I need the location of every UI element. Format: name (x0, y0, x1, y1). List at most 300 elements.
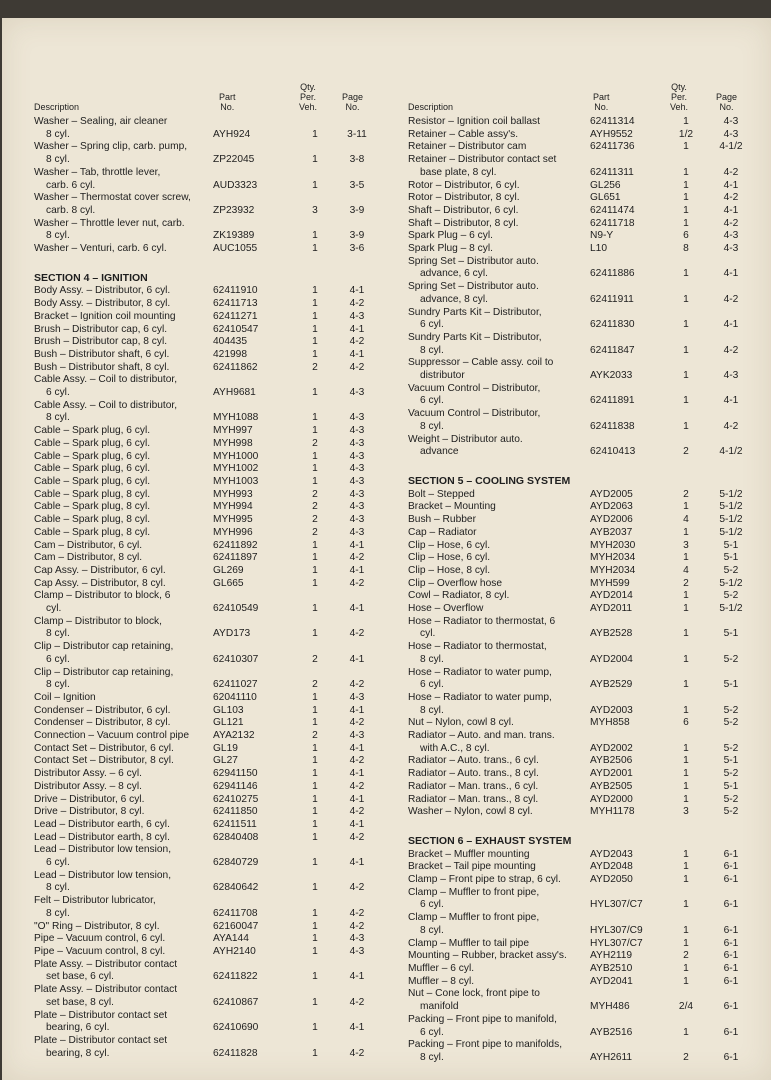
parts-row (408, 950, 748, 963)
part-description: Spring Set – Distributor auto. advance, 8 cyl. (408, 281, 588, 306)
parts-row (408, 603, 748, 616)
header-description: Description (408, 102, 454, 112)
qty-per-vehicle: 1 (312, 128, 318, 140)
page-number: 4-2 (723, 166, 739, 178)
part-description: Retainer – Distributor cam (408, 141, 527, 153)
part-number: MYH486 (590, 1001, 630, 1013)
part-number: MYH2034 (590, 552, 636, 564)
page-number: 6-1 (723, 848, 739, 860)
qty-per-vehicle: 2 (312, 526, 318, 538)
page-number: 4-3 (723, 230, 739, 242)
part-number: GL256 (590, 179, 621, 191)
qty-per-vehicle: 1 (683, 501, 689, 513)
part-description-cont: 8 cyl. (420, 924, 444, 936)
page-number: 4-3 (723, 370, 739, 382)
part-description: Mounting – Rubber, bracket assy's. (408, 950, 567, 962)
page-number: 4-3 (349, 475, 365, 487)
part-number: 62410549 (213, 603, 259, 614)
parts-row (34, 425, 374, 438)
part-number: AYH2611 (590, 1051, 633, 1063)
parts-row (408, 768, 748, 781)
part-description: Clamp – Distributor to block, 6 cyl. (34, 590, 209, 615)
parts-row (408, 887, 748, 912)
qty-per-vehicle: 1 (312, 179, 318, 191)
part-description: "O" Ring – Distributor, 8 cyl. (34, 920, 160, 932)
part-number: MYH1002 (213, 463, 259, 475)
part-description-cont: 6 cyl. (46, 387, 70, 399)
part-description: Cam – Distributor, 6 cyl. (34, 539, 143, 551)
qty-per-vehicle: 1 (312, 768, 318, 780)
qty-per-vehicle: 1 (312, 539, 318, 551)
part-number: AYB2510 (590, 963, 633, 974)
qty-per-vehicle: 1 (683, 924, 689, 936)
part-description: Hose – Radiator to thermostat, 8 cyl. (408, 641, 588, 666)
parts-row (34, 578, 374, 591)
qty-per-vehicle: 1 (683, 861, 689, 873)
part-description: Cable – Spark plug, 8 cyl. (34, 501, 151, 513)
page-number: 3-6 (349, 243, 365, 255)
parts-row (34, 641, 374, 666)
page-number: 5-1 (723, 628, 739, 640)
qty-per-vehicle: 1 (683, 141, 689, 153)
part-number: 62411891 (590, 395, 635, 407)
part-description: Bolt – Stepped (408, 488, 475, 500)
part-description: Washer – Spring clip, carb. pump, 8 cyl. (34, 141, 209, 166)
parts-row (34, 705, 374, 718)
qty-per-vehicle: 1 (683, 899, 689, 911)
parts-row (408, 976, 748, 989)
parts-row (34, 116, 374, 141)
page-number: 4-3 (349, 488, 365, 500)
parts-row (34, 755, 374, 768)
part-number: MYH599 (590, 577, 630, 589)
qty-per-vehicle: 1 (683, 395, 689, 407)
page-number: 6-1 (723, 1026, 739, 1038)
part-description: Cam – Distributor, 8 cyl. (34, 552, 143, 564)
qty-per-vehicle: 3 (312, 204, 318, 216)
qty-per-vehicle: 1 (312, 412, 318, 424)
section-heading: SECTION 6 – EXHAUST SYSTEM (408, 834, 572, 847)
qty-per-vehicle: 2 (312, 437, 318, 449)
qty-per-vehicle: 1 (312, 793, 318, 805)
part-number: AYD2005 (590, 488, 633, 500)
part-number: ZP22045 (213, 154, 255, 166)
part-description: Washer – Tab, throttle lever, carb. 6 cyl. (34, 167, 209, 192)
parts-row (34, 514, 374, 527)
parts-row (408, 861, 748, 874)
page-number: 4-2 (349, 717, 365, 729)
parts-row (408, 540, 748, 553)
parts-row (34, 501, 374, 514)
part-number: GL651 (590, 192, 621, 204)
page-number: 4-1 (349, 539, 365, 551)
parts-row (408, 116, 748, 129)
part-number: AUC1055 (213, 243, 258, 255)
page-number: 4-3 (349, 463, 365, 475)
parts-row (34, 667, 374, 692)
parts-row (34, 167, 374, 192)
page-number: 4-2 (349, 361, 365, 373)
part-number: AYD2043 (590, 848, 633, 860)
page-number: 4-3 (723, 116, 739, 127)
part-description: Cable – Spark plug, 8 cyl. (34, 514, 151, 526)
page-number: 4-3 (349, 514, 365, 526)
page-number: 5-1/2 (719, 526, 743, 538)
part-description-cont: distributor (420, 370, 465, 382)
part-number: N9-Y (590, 230, 614, 242)
part-description: Sundry Parts Kit – Distributor, 8 cyl. (408, 332, 588, 357)
part-description: Radiator – Auto. trans., 8 cyl. (408, 768, 539, 780)
page-number: 5-2 (723, 590, 739, 602)
part-description: Body Assy. – Distributor, 8 cyl. (34, 298, 171, 310)
parts-row (408, 408, 748, 433)
page-number: 4-2 (723, 293, 739, 305)
qty-per-vehicle: 1 (312, 971, 318, 983)
part-description: Pipe – Vacuum control, 6 cyl. (34, 933, 166, 945)
qty-per-vehicle: 1 (312, 564, 318, 576)
part-description: Cable – Spark plug, 8 cyl. (34, 488, 151, 500)
qty-per-vehicle: 1 (312, 920, 318, 932)
parts-row (408, 794, 748, 807)
parts-row (408, 129, 748, 142)
part-number: AYD2063 (590, 501, 633, 513)
qty-per-vehicle: 1 (683, 370, 689, 382)
qty-per-vehicle: 2 (312, 730, 318, 742)
header-part-no: Part No. (593, 92, 610, 112)
parts-row (408, 434, 748, 459)
page-number: 4-3 (349, 933, 365, 945)
part-description-cont: 6 cyl. (420, 679, 444, 691)
part-description-cont: 8 cyl. (46, 907, 70, 919)
parts-row (34, 476, 374, 489)
part-number: HYL307/C9 (590, 924, 643, 936)
part-number: MYH994 (213, 501, 253, 513)
page-number: 6-1 (723, 1051, 739, 1063)
part-description: Plate – Distributor contact set bearing, 8 cyl. (34, 1035, 209, 1060)
parts-row (34, 463, 374, 476)
part-description: Clamp – Distributor to block, 8 cyl. (34, 616, 209, 641)
page-number: 5-1/2 (719, 514, 743, 526)
parts-row (408, 781, 748, 794)
qty-per-vehicle: 1 (312, 946, 318, 957)
qty-per-vehicle: 2 (312, 679, 318, 691)
parts-row (408, 692, 748, 717)
page-number: 4-2 (349, 907, 365, 919)
part-number: GL103 (213, 704, 244, 716)
qty-per-vehicle: 1 (683, 937, 689, 949)
part-description-cont: carb. 6 cyl. (46, 179, 96, 191)
part-number: AYD2014 (590, 590, 633, 602)
section-heading: SECTION 5 – COOLING SYSTEM (408, 474, 571, 487)
qty-per-vehicle: 3 (683, 806, 689, 818)
part-description: Felt – Distributor lubricator, 8 cyl. (34, 895, 209, 920)
parts-row (408, 501, 748, 514)
page-number: 3-9 (349, 204, 365, 216)
parts-row (408, 590, 748, 603)
qty-per-vehicle: 4 (683, 564, 689, 576)
part-description: Contact Set – Distributor, 8 cyl. (34, 755, 174, 767)
part-number: 62411511 (213, 818, 257, 830)
part-description: Cable Assy. – Coil to distributor, 8 cyl. (34, 400, 209, 425)
page-number: 4-2 (349, 755, 365, 767)
part-description: Plate – Distributor contact set bearing, 6 cyl. (34, 1010, 209, 1035)
part-number: 62411718 (590, 217, 635, 229)
part-description-cont: set base, 6 cyl. (46, 971, 114, 983)
parts-row (408, 1014, 748, 1039)
parts-row (408, 667, 748, 692)
page-number: 4-1 (349, 704, 365, 716)
parts-row (408, 141, 748, 154)
part-number: AUD3323 (213, 179, 258, 191)
part-description: Brush – Distributor cap, 8 cyl. (34, 336, 168, 348)
parts-row (34, 285, 374, 298)
part-number: 62411850 (213, 806, 258, 818)
part-number: 62840408 (213, 831, 259, 843)
part-number: 62411822 (213, 971, 258, 983)
page-number: 6-1 (723, 899, 739, 911)
part-description: Spring Set – Distributor auto. advance, 6 cyl. (408, 256, 588, 281)
qty-per-vehicle: 1 (312, 1047, 318, 1059)
qty-per-vehicle: 4 (683, 514, 689, 526)
part-number: AYD173 (213, 628, 251, 640)
page-number: 5-2 (723, 704, 739, 716)
part-number: 62411911 (590, 293, 634, 305)
part-number: 62840642 (213, 882, 259, 894)
part-number: 62410307 (213, 653, 259, 665)
part-description-cont: 8 cyl. (420, 704, 444, 716)
section-heading: SECTION 4 – IGNITION (34, 271, 148, 284)
page-number: 4-1 (349, 818, 365, 830)
parts-row (408, 938, 748, 951)
part-number: 62411708 (213, 907, 258, 919)
parts-row (34, 946, 374, 959)
parts-row (34, 743, 374, 756)
qty-per-vehicle: 2 (683, 950, 689, 962)
page-number: 4-3 (349, 526, 365, 538)
qty-per-vehicle: 2 (683, 577, 689, 589)
part-number: MYH2030 (590, 539, 636, 551)
part-number: 62411311 (590, 166, 634, 178)
qty-per-vehicle: 1 (312, 628, 318, 640)
column-header (34, 68, 374, 116)
part-description: Cable – Spark plug, 8 cyl. (34, 526, 151, 538)
parts-row (34, 540, 374, 553)
part-number: MYH858 (590, 717, 630, 729)
parts-row (34, 933, 374, 946)
qty-per-vehicle: 1 (683, 653, 689, 665)
part-description: Clip – Hose, 6 cyl. (408, 552, 491, 564)
part-number: 62411862 (213, 361, 258, 373)
qty-per-vehicle: 1 (312, 425, 318, 437)
part-number: GL665 (213, 577, 244, 589)
page-number: 3-8 (349, 154, 365, 166)
qty-per-vehicle: 1 (683, 590, 689, 602)
part-description-cont: advance, 6 cyl. (420, 268, 488, 280)
parts-row (408, 730, 748, 755)
part-description-cont: 6 cyl. (46, 857, 70, 869)
part-description: Hose – Radiator to water pump, 6 cyl. (408, 667, 588, 692)
parts-row (408, 565, 748, 578)
qty-per-vehicle: 1 (683, 192, 689, 204)
part-description-cont: advance (420, 446, 459, 458)
parts-row (408, 383, 748, 408)
qty-per-vehicle: 1 (683, 679, 689, 691)
part-description: Condenser – Distributor, 8 cyl. (34, 717, 171, 729)
page-number: 4-2 (349, 806, 365, 818)
qty-per-vehicle: 1 (683, 268, 689, 280)
left-column (34, 68, 374, 1060)
part-number: AYD2001 (590, 768, 633, 780)
part-description: Bush – Distributor shaft, 8 cyl. (34, 361, 170, 373)
part-number: AYD2003 (590, 704, 633, 716)
part-number: 62411892 (213, 539, 258, 551)
parts-row (34, 832, 374, 845)
part-description-cont: base plate, 8 cyl. (420, 166, 497, 178)
part-description: Rotor – Distributor, 8 cyl. (408, 192, 520, 204)
page-number: 5-2 (723, 653, 739, 665)
qty-per-vehicle: 1 (312, 882, 318, 894)
parts-row (34, 489, 374, 502)
part-description-cont: advance, 8 cyl. (420, 293, 488, 305)
parts-row (34, 400, 374, 425)
part-description: Connection – Vacuum control pipe (34, 730, 189, 742)
part-number: AYD2002 (590, 742, 633, 754)
part-description-cont: 8 cyl. (46, 128, 70, 140)
part-number: 421998 (213, 348, 247, 360)
page-number: 5-1/2 (719, 577, 743, 589)
parts-row (408, 281, 748, 306)
part-description-cont: 8 cyl. (420, 420, 444, 432)
qty-per-vehicle: 2/4 (678, 1001, 694, 1013)
right-column (408, 68, 748, 1065)
part-number: 62840729 (213, 857, 259, 869)
qty-per-vehicle: 1 (312, 857, 318, 869)
part-description: Muffler – 8 cyl. (408, 975, 475, 987)
qty-per-vehicle: 1 (312, 285, 318, 297)
part-number: HYL307/C7 (590, 899, 643, 911)
part-description: Distributor Assy. – 6 cyl. (34, 768, 142, 780)
page-number: 5-1/2 (719, 488, 743, 500)
parts-row (34, 218, 374, 243)
part-description: Cable – Spark plug, 6 cyl. (34, 437, 151, 449)
page-number: 4-1 (349, 564, 365, 576)
page-number: 4-1/2 (719, 446, 743, 458)
parts-row (34, 806, 374, 819)
qty-per-vehicle: 1 (312, 603, 318, 614)
qty-per-vehicle: 1 (683, 319, 689, 331)
parts-row (408, 230, 748, 243)
parts-row (34, 730, 374, 743)
parts-row (34, 781, 374, 794)
part-description: Pipe – Vacuum control, 8 cyl. (34, 946, 166, 957)
page-number: 4-2 (349, 1047, 365, 1059)
part-description-cont: 8 cyl. (46, 882, 70, 894)
qty-per-vehicle: 1 (312, 336, 318, 348)
page-number: 6-1 (723, 874, 739, 886)
page-number: 4-2 (349, 628, 365, 640)
qty-per-vehicle: 1 (683, 204, 689, 216)
parts-row (408, 912, 748, 937)
parts-row (34, 844, 374, 869)
part-description-cont: carb. 8 cyl. (46, 204, 96, 216)
part-number: GL121 (213, 717, 244, 729)
part-number: 62410547 (213, 323, 259, 335)
qty-per-vehicle: 1 (683, 217, 689, 229)
qty-per-vehicle: 1 (683, 742, 689, 754)
qty-per-vehicle: 1 (312, 348, 318, 360)
page-number: 4-2 (723, 344, 739, 356)
part-number: MYH993 (213, 488, 253, 500)
page-number: 4-1 (349, 603, 365, 614)
part-description-cont: 8 cyl. (420, 344, 444, 356)
qty-per-vehicle: 1 (683, 603, 689, 615)
part-description: Bracket – Muffler mounting (408, 848, 530, 860)
part-description: Washer – Sealing, air cleaner 8 cyl. (34, 116, 209, 141)
part-description: Washer – Throttle lever nut, carb. 8 cyl. (34, 218, 209, 243)
part-description: Nut – Cone lock, front pipe to manifold (408, 988, 588, 1013)
part-description-cont: 8 cyl. (46, 230, 70, 242)
qty-per-vehicle: 1 (312, 806, 318, 818)
page-number: 4-1 (349, 971, 365, 983)
part-description: Cowl – Radiator, 8 cyl. (408, 590, 510, 602)
part-description: Clip – Distributor cap retaining, 6 cyl. (34, 641, 209, 666)
part-description: Clip – Hose, 8 cyl. (408, 564, 491, 576)
qty-per-vehicle: 1 (683, 552, 689, 564)
part-number: GL269 (213, 564, 244, 576)
qty-per-vehicle: 1 (312, 310, 318, 322)
page-number: 4-1 (349, 768, 365, 780)
part-description: Cable – Spark plug, 6 cyl. (34, 475, 151, 487)
parts-row (408, 988, 748, 1013)
qty-per-vehicle: 1 (312, 323, 318, 335)
parts-row (408, 717, 748, 730)
page-number: 6-1 (723, 937, 739, 949)
part-number: MYH1000 (213, 450, 259, 462)
qty-per-vehicle: 1 (312, 243, 318, 255)
qty-per-vehicle: 1/2 (678, 128, 694, 140)
page-number: 4-3 (349, 437, 365, 449)
qty-per-vehicle: 2 (312, 488, 318, 500)
page-number: 4-3 (349, 412, 365, 424)
part-description: Contact Set – Distributor, 6 cyl. (34, 742, 174, 754)
page-number: 5-1/2 (719, 603, 743, 615)
parts-row (34, 794, 374, 807)
page-number: 6-1 (723, 861, 739, 873)
parts-row (34, 717, 374, 730)
qty-per-vehicle: 1 (312, 298, 318, 310)
part-number: MYH996 (213, 526, 253, 538)
qty-per-vehicle: 1 (312, 780, 318, 792)
part-number: AYH2140 (213, 946, 256, 957)
part-description: Packing – Front pipe to manifold, 6 cyl. (408, 1014, 588, 1039)
part-description: Distributor Assy. – 8 cyl. (34, 780, 142, 792)
part-description-cont: cyl. (46, 603, 62, 615)
page-number: 4-2 (349, 780, 365, 792)
column-header (408, 68, 748, 116)
qty-per-vehicle: 2 (683, 446, 689, 458)
page-number: 5-1/2 (719, 501, 743, 513)
part-number: AYB2516 (590, 1026, 633, 1038)
part-description: Clip – Distributor cap retaining, 8 cyl. (34, 667, 209, 692)
qty-per-vehicle: 2 (312, 501, 318, 513)
page-number: 4-1/2 (719, 141, 743, 153)
part-description-cont: with A.C., 8 cyl. (420, 742, 490, 754)
part-number: 404435 (213, 336, 247, 348)
parts-row (408, 332, 748, 357)
parts-row (408, 192, 748, 205)
part-number: 62411897 (213, 552, 258, 564)
part-number: MYH997 (213, 425, 253, 437)
